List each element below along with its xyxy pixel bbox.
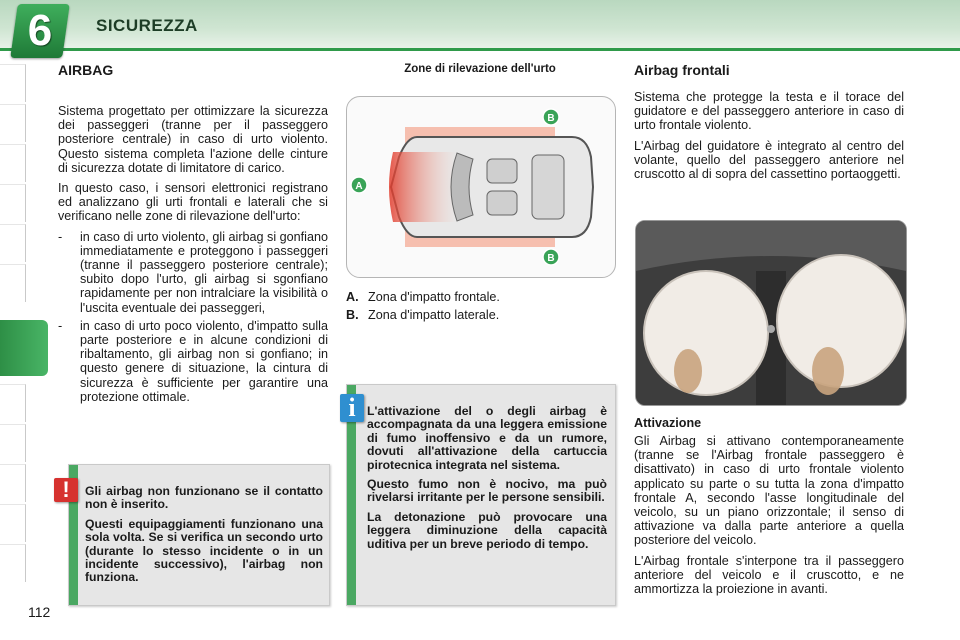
chapter-tab[interactable] [0, 544, 26, 582]
chapter-tab[interactable] [0, 104, 26, 142]
legend-key: A. [346, 290, 359, 304]
airbag-title: AIRBAG [58, 62, 114, 78]
legend-key: B. [346, 308, 359, 322]
info-text: Questo fumo non è nocivo, ma può rivelarsi irritante per le persone sensibili. [367, 477, 607, 505]
sensor-paragraph: In questo caso, i sensori elettronici registrano ed analizzano gli urti frontali e laterali che si verificano nelle zone di rilevazione dell'urto: [58, 181, 328, 224]
chapter-tab[interactable] [0, 424, 26, 462]
list-dash: - [58, 318, 63, 333]
info-note [346, 384, 616, 606]
page-number: 112 [28, 604, 51, 620]
list-item [58, 319, 328, 404]
intro-paragraph: Sistema progettato per ottimizzare la sicurezza dei passeggeri (tranne per il passeggero posteriore centrale) in caso di urto violento. Questo sistema completa l'azione delle cinture di sicurezza dotate di limitatore di carico. [58, 104, 328, 175]
legend-text: Zona d'impatto laterale. [368, 308, 500, 322]
zone-title: Zone di rilevazione dell'urto [404, 63, 556, 75]
section-title: SICUREZZA [96, 16, 198, 35]
info-text: L'attivazione del o degli airbag è accompagnata da una leggera emissione di fumo inoffensivo e da un rumore, dovuti all'attivazione della cartuccia pirotecnica integrata nel sistema. [367, 404, 607, 472]
car-topview-illustration [347, 97, 615, 277]
left-column [58, 62, 328, 408]
list-item [58, 230, 328, 315]
list-item-text: in caso di urto violento, gli airbag si gonfiano immediatamente e proteggono i passeggeri (tranne il passeggero posteriore centrale); subito dopo l'urto, gli airbag si sgonfiano rapidamente per non intralciare la visibilità o l'uscita eventuale dei passeggeri, [80, 229, 328, 315]
right-column-top [634, 62, 904, 187]
chapter-tab[interactable] [0, 504, 26, 542]
list-item-text: in caso di urto poco violento, d'impatto sulla parte posteriore e in alcune condizioni di ribaltamento, gli airbag non si gonfiano; in questo genere di situazione, la cintura di sicurezza è sufficiente per garantire una protezione ottimale. [80, 318, 328, 404]
chapter-number: 6 [27, 6, 53, 55]
frontal-paragraph: L'Airbag del guidatore è integrato al centro del volante, quello del passeggero anteriore nel cruscotto al di sopra del cassettino portaoggetti. [634, 138, 904, 182]
legend-text: Zona d'impatto frontale. [368, 290, 500, 304]
chapter-tab[interactable] [0, 224, 26, 262]
info-icon: i [340, 394, 364, 422]
warning-note [68, 464, 330, 606]
list-dash: - [58, 229, 63, 244]
legend-item [346, 288, 500, 306]
legend-item [346, 306, 500, 324]
chapter-tab[interactable] [0, 184, 26, 222]
frontal-airbag-title: Airbag frontali [634, 62, 730, 78]
inflated-airbags-illustration [635, 220, 907, 406]
activation-title: Attivazione [634, 416, 702, 430]
zone-label-b-top: B [547, 113, 555, 124]
warning-text: Gli airbag non funzionano se il contatto non è inserito. [85, 484, 323, 512]
warning-icon: ! [54, 478, 78, 502]
zone-label-b-bottom: B [547, 253, 555, 264]
impact-zone-diagram [346, 96, 616, 278]
chapter-tab[interactable] [0, 64, 26, 102]
zone-label-a: A [355, 181, 363, 192]
info-text: La detonazione può provocare una leggera diminuzione della capacità uditiva per un breve periodo di tempo. [367, 509, 607, 551]
right-column-bottom [634, 416, 904, 602]
activation-paragraph: L'Airbag frontale s'interpone tra il passeggero anteriore del veicolo e il cruscotto, e ne ammortizza la proiezione in avanti. [634, 553, 904, 597]
activation-paragraph: Gli Airbag si attivano contemporaneamente (tranne se l'Airbag frontale passeggero è disattivato) in caso di urto frontale violento applicato su parte o su tutta la zona d'impatto frontale A, secondo l'asse longitudinale del veicolo, su un piano orizzontale; il senso di attivazione va dalla parte anteriore a quella posteriore del veicolo. [634, 434, 904, 548]
chapter-tab[interactable] [0, 464, 26, 502]
frontal-paragraph: Sistema che protegge la testa e il torace del guidatore e del passeggero anteriore in caso di urto frontale violento. [634, 90, 904, 133]
chapter-tab-active[interactable] [0, 320, 48, 376]
chapter-tab[interactable] [0, 384, 26, 422]
airbag-photo [636, 221, 906, 405]
chapter-tab[interactable] [0, 264, 26, 302]
chapter-tab[interactable] [0, 144, 26, 182]
warning-text: Questi equipaggiamenti funzionano una sola volta. Se si verifica un secondo urto (durante lo stesso incidente o in un incidente successivo), l'airbag non funziona. [85, 516, 323, 585]
header-divider [0, 48, 960, 51]
impact-legend [346, 288, 500, 324]
